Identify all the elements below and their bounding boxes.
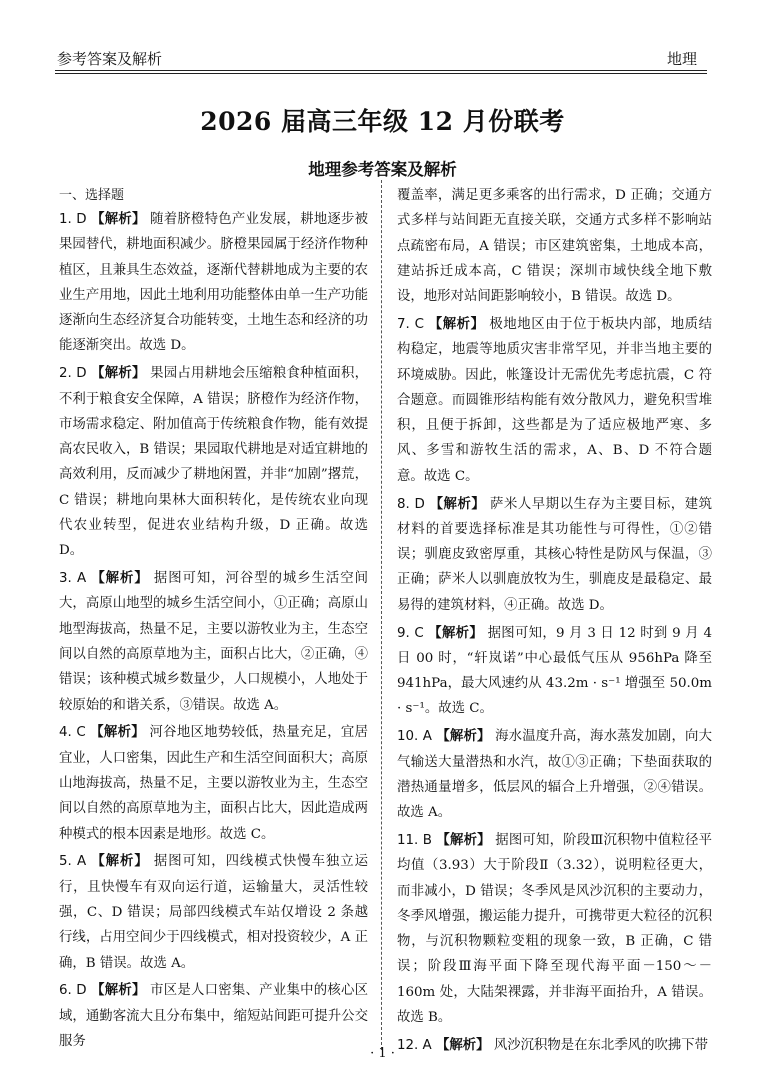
document-subtitle: 地理参考答案及解析 [308,160,457,179]
answer-text: 果园占用耕地会压缩粮食种植面积，不利于粮食安全保障，A 错误；脐橙作为经济作物，市场需求稳定、附加值高于传统粮食作物，能有效提高农民收入，B 错误；果园取代耕地是对适宜耕地的高效利用，反而减少了耕地闲置，并非“加剧”撂荒，C 错误；耕地向果林大面积转化，是传统农业向现代农业转型，促进农业结构升级，D 正确。故选 D。 [59,366,368,559]
answer-list-right [397,183,712,1058]
question-number: 6. D [59,983,87,999]
header-rule [55,70,707,74]
analysis-tag: 【解析】 [91,366,146,382]
answer-item [397,621,712,722]
analysis-tag: 【解析】 [91,571,149,587]
answer-list-left [59,207,368,1054]
answer-text: 据图可知，河谷型的城乡生活空间大，高原山地型的城乡生活空间小，①正确；高原山地型海拔高，热量不足，主要以游牧业为主，生态空间以自然的高原草地为主，面积占比大，②正确，④错误；该种模式城乡数量少，人口规模小，人地处于较原始的和谐关系，③错误。故选 A。 [59,571,368,713]
answer-text: 据图可知，四线模式快慢车独立运行，且快慢车有双向运行道，运输量大，灵活性较强，C、D 错误；局部四线模式车站仅增设 2 条越行线，占用空间少于四线模式，相对投资较少，A 正确，B 错误。故选 A。 [59,854,368,971]
column-divider [381,180,382,1050]
question-number: 1. D [59,212,87,227]
analysis-tag: 【解析】 [435,1037,490,1053]
question-number: 3. A [59,571,87,587]
answer-text: 河谷地区地势较低，热量充足，宜居宜业，人口密集，因此生产和生活空间面积大；高原山地海拔高，热量不足，主要以游牧业为主，生态空间以自然的高原草地为主，面积占比大，因此造成两种模式的根本因素是地形。故选 C。 [59,725,368,842]
analysis-tag: 【解析】 [436,729,491,745]
page-number: · 1 · [370,1046,395,1061]
analysis-tag: 【解析】 [428,625,484,641]
analysis-tag: 【解析】 [428,316,485,332]
answer-item [59,566,368,718]
answer-item [59,361,368,563]
question-number: 12. A [397,1037,432,1053]
answer-item [59,207,368,359]
answer-text: 市区是人口密集、产业集中的核心区域，通勤客流大且分布集中，缩短站间距可提升公交服务 [59,983,368,1049]
analysis-tag: 【解析】 [91,212,146,227]
left-column [59,183,368,1057]
document-title: 2026 届高三年级 12 月份联考 [200,107,565,136]
answer-text: 萨米人早期以生存为主要目标，建筑材料的首要选择标准是其功能性与可得性，①②错误；驯鹿皮致密厚重，其核心特性是防风与保温，③正确；萨米人以驯鹿放牧为生，驯鹿皮是最稳定、最易得的建筑材料，④正确。故选 D。 [397,496,713,613]
header-left-label: 参考答案及解析 [57,50,163,68]
answer-text: 海水温度升高，海水蒸发加剧，向大气输送大量潜热和水汽，故①③正确；下垫面获取的潜热通量增多，低层风的辐合上升增强，②④错误。故选 A。 [397,729,712,821]
analysis-tag: 【解析】 [91,854,149,870]
question-number: 5. A [59,854,87,870]
question-number: 8. D [397,496,425,512]
question-number: 10. A [397,729,432,745]
question-number: 4. C [59,725,86,741]
answer-item [397,183,712,309]
header-subject-label: 地理 [666,50,697,68]
analysis-tag: 【解析】 [91,983,146,999]
question-number: 9. C [397,625,424,641]
question-number: 2. D [59,366,87,382]
answer-item [59,849,368,975]
answer-text: 风沙沉积物是在东北季风的吹拂下带 [493,1037,709,1053]
answer-text: 据图可知，9 月 3 日 12 时到 9 月 4 日 00 时，“轩岚诺”中心最低气压从 956hPa 降至 941hPa，最大风速约从 43.2m · s⁻¹ 增强至 50.0m · s⁻¹。故选 C。 [397,625,713,717]
answer-item [397,492,712,618]
answer-text: 覆盖率，满足更多乘客的出行需求，D 正确；交通方式多样与站间距无直接关联，交通方式多样不影响站点疏密布局，A 错误；市区建筑密集，土地成本高，建站拆迁成本高，C 错误；深圳市域快线全地下敷设，地形对站间距影响较小，B 错误。故选 D。 [397,188,712,305]
section-heading: 一、选择题 [59,188,125,203]
right-column [397,183,712,1061]
analysis-tag: 【解析】 [436,832,491,848]
question-number: 7. C [397,316,424,332]
answer-item [397,312,712,489]
analysis-tag: 【解析】 [429,496,486,512]
page-header [0,0,765,78]
answer-item [397,828,712,1030]
answer-item [59,978,368,1054]
answer-text: 随着脐橙特色产业发展，耕地逐步被果园替代，耕地面积减少。脐橙果园属于经济作物种植区，且兼具生态效益，逐渐代替耕地成为主要的农业生产用地，因此土地利用功能整体由单一生产功能逐渐向生态经济复合功能转变，土地生态和经济的功能逐渐突出。故选 D。 [59,212,368,354]
answer-text: 极地地区由于位于板块内部，地质结构稳定，地震等地质灾害非常罕见，并非当地主要的环境威胁。因此，帐篷设计无需优先考虑抗震，C 符合题意。而圆锥形结构能有效分散风力，避免积雪堆积，且便于拆卸，这些都是为了适应极地严寒、多风、多雪和游牧生活的需求，A、B、D 不符合题意。故选 C。 [397,316,713,484]
analysis-tag: 【解析】 [90,725,145,741]
answer-item [59,720,368,846]
question-number: 11. B [397,832,432,848]
answer-item [397,724,712,825]
answer-text: 据图可知，阶段Ⅲ沉积物中值粒径平均值（3.93）大于阶段Ⅱ（3.32），说明粒径更大，而非减小，D 错误；冬季风是风沙沉积的主要动力，冬季风增强，搬运能力提升，可携带更大粒径的沉积物，与沉积物颗粒变粗的现象一致，B 正确，C 错误；阶段Ⅲ海平面下降至现代海平面－150～－160m 处，大陆架裸露，并非海平面抬升，A 错误。故选 B。 [397,832,712,1025]
